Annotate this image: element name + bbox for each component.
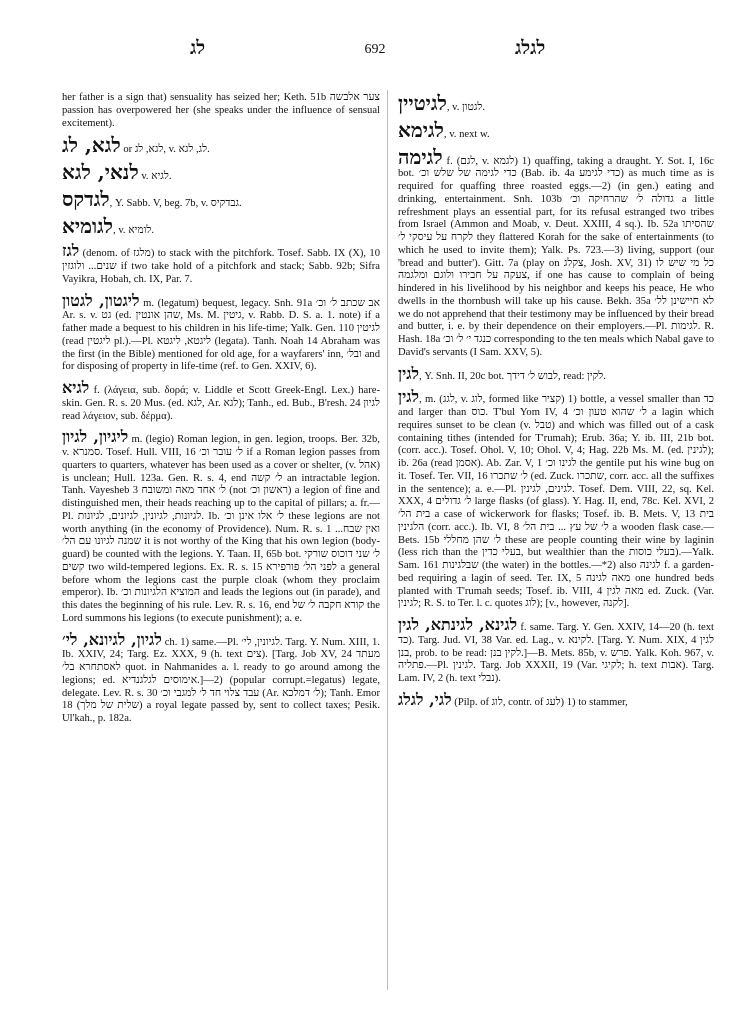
entry-headword: לגומיא (62, 213, 114, 238)
entry-definition: f. (λάγεια, sub. δορά; v. Liddle et Scott Greek-Engl. Lex.) hare-skin. Gen. R. s. 20 Mus. (ed. לגא, Ar. לגא); Tanh., ed. Bub., B'resh. 24 לגיון read λάγειον, sub. δέρμα). (62, 385, 381, 422)
dictionary-entry (398, 690, 714, 710)
dictionary-entry (62, 378, 380, 423)
entry-headword: לגא, לג (62, 133, 121, 158)
dictionary-entry (398, 119, 714, 142)
dictionary-entry (62, 630, 380, 726)
left-guide-word: לג (190, 38, 206, 59)
entry-headword: לנאי, לגא (62, 160, 139, 184)
entry-definition: or לגא, לג, v. לג, לגא. (120, 144, 210, 156)
dictionary-entry (62, 161, 380, 184)
entry-definition: , v. לגטון. (446, 102, 485, 113)
dictionary-entry (62, 134, 380, 157)
dictionary-entry (398, 146, 714, 360)
dictionary-entry (398, 615, 714, 686)
entry-definition: m. (legatum) bequest, legacy. Snh. 91a אב שכתב ל׳ וכ׳ Ar. s. v. גט (ed. שהן אונטין, Ms. M. גיטין, v. Rabb. D. S. a. 1. note) if a father made a bequest to his children in his life-time; Yalk. Gen. 110 לגיטין (read ליגטין pl.).—Pl. ליגטא, ליגטא (legata). Tanh. Noah 14 Abraham was the first (in the Bible) mentioned for old age, for a wayfarers' inn, ובל׳ and for disposing of property in life-time (ref. to Gen. XXIV, 6). (62, 297, 381, 373)
entry-headword: לגי, לגלג (398, 689, 452, 709)
entry-definition: (Pilp. of לוג, contr. of לעג) 1) to stammer, (451, 696, 628, 708)
entry-definition: m. (legio) Roman legion, in gen. legion, troops. Ber. 32b, v. סמנרא. Tosef. Hull. VIII, 16 ל׳ עובר וכ׳ if a Roman legion passes from quarters to quarters, whatever has been used as a cover or shelter, (v. אהל) is unclean; Hull. 123a. Gen. R. s. 4, end ל׳ קשה an intractable legion. Tanh. Vayesheb 3 ל׳ אחד מאה ומשובח (not ראשון וכ׳) a legion of fine and distinguished men, their heads reaching up to the capital of pillars; a. fr.—Pl. לגיונות, לגיונין, לגיונים, לגיונות. Ib. ל׳ אלו אינן וכ׳ these legions are not worth anything (in the economy of Providence). Num. R. s. 1 ואין שבח... שמנה לגיונו עם הל׳ it is not worthy of the King that his own legion (body-guard) be counted with the legions. Y. Taan. II, 65b bot. ל׳ שני דוכוס שורקי קשים two wild-tempered legions. Ex. R. s. 15 לפני הל׳ פורפירא a general before whom the legions cast the purple cloak (whom they proclaim emperor). Ib. המוציא הלגיונות וכ׳ and leads the legions out (in parade), and this dates the beginning of his rule. Lev. R. s. 16, end קורא חקבה ל׳ של the Lord summons his legions (to execute punishment); a. e. (62, 434, 380, 624)
entry-headword: לגינא, לגינתא, לגין (398, 615, 518, 634)
entry-headword: ליגטון, לגטון (62, 290, 140, 310)
dictionary-entry (62, 188, 380, 211)
dictionary-entry (62, 427, 380, 625)
page-header (0, 38, 750, 68)
entry-definition: (denom. of מלגז) to stack with the pitchfork. Tosef. Sabb. IX (X), 10 שנים... ולוגזין if two take hold of a pitchfork and stack; Sabb. 92b; Sifra Vayikra, Hobah, ch. IX, Par. 7. (62, 248, 381, 285)
column-divider (387, 90, 388, 990)
dictionary-entry (398, 387, 714, 611)
dictionary-entry (62, 241, 380, 286)
right-guide-word: לגלג (515, 38, 546, 59)
left-column (62, 92, 380, 730)
entry-headword: לגין (398, 387, 420, 407)
entry-definition: v. לגיא. (138, 171, 172, 182)
entry-headword: לגין (398, 363, 420, 383)
entry-headword: ליגיון, לגיון (62, 427, 129, 447)
right-column (398, 92, 714, 714)
entry-definition: , Y. Sabb. V, beg. 7b, v. גבדקיס. (109, 197, 242, 209)
entry-definition: f. (לגם, v. לגמא) 1) quaffing, taking a draught. Y. Sot. I, 16c bot. כדי לגימה של שלש וכ׳ (Bab. ib. 4a כדי לגימע) as much time as is required for quaffing three roasted eggs.—2) (in gen.) eating and drinking, entertainment. Snh. 103b גדולה ל׳ שהרחיקה וכ׳ a little refreshment plays an essential part, for its refusal estranged two tribes from Israel (Ammon and Moab, v. Deut. XXIII, 4 sq.). Ib. 52a שהסיתו לקרח על עיסקי ל׳ they flattered Korah for the sake of entertainments (to which he used to invite them); Yalk. Ps. 723.—3) living, support (our 'bread and butter'). Gitt. 7a (play on צקלג, Josh. XV, 31) כל מי שיש לו צעקה על חבירו ולוגם ומלגמה, if one has cause to complain of being hindered in his livelihood by his neighbor and keeps his peace, He who dwells in the thornbush will take up his cause. Bekh. 35a לא חיישינן לל׳ we do not apprehend that their testimony may be influenced by their bread and butter, i. e. by their dependence on their employers.—Pl. לגימות. R. Hash. 18a כנגד י׳ ל׳ וכ׳ corresponding to the ten meals which Nabal gave to David's servants (I Sam. XXV, 5). (398, 155, 714, 358)
entry-definition: , Y. Snh. II, 20c bot. לבוש ל׳ דידך, read: לקין. (419, 370, 606, 382)
entry-definition: , v. next w. (443, 128, 490, 140)
entry-headword: לגז (62, 241, 80, 261)
entry-headword: לגיא (62, 378, 90, 397)
entry-definition: f. same. Targ. Y. Gen. XXIV, 14—20 (h. text כד). Targ. Jud. VI, 38 Var. ed. Lag., v. לקינא. [Targ. Y. Num. XIX, 4 לגין בנן, prob. to be read: לקין בנן.]—B. Mets. 85b, v. פרש. Yalk. Koh. 967, v. פתליה.—Pl. לגינין. Targ. Job XXXII, 19 (Var. לקיגי; h. text אבות). Targ. Lam. IV, 2 (h. text נבלי). (398, 622, 714, 684)
entry-headword: לגימא (398, 117, 444, 142)
page-number: 692 (364, 42, 386, 57)
dictionary-entry (398, 92, 714, 115)
continued-text: her father is a sign that) sensuality has seized her; Keth. 51b צער אלבשה passion has overpowered her (she speaks under the influence of sensual excitement). (62, 92, 380, 129)
entry-definition: ch. 1) same.—Pl. לגיונין, לי׳. Targ. Y. Num. XIII, 1. Ib. XXIV, 24; Targ. Ez. XXX, 9 (h. text צים). [Targ. Job XV, 24 מעתד לאסתחרא בל׳ quot. in Nahmanides a. l. ready to go around among the legions; ed. אימוסים לגלגנדיא.]—2) (popular corrupt.=legatus) legate, delegate. Lev. R. s. 30 עבד צלוי חד ל׳ למגבי וכ׳ (Ar. ל׳ דמלכא); Tanh. Emor 18 (שלית של מלך) a royal legate passed by, sent to collect taxes; Pesik. Ul'kah., p. 182a. (62, 636, 380, 724)
entry-definition: , m. (לגג, v. לוג, formed like קציר) 1) bottle, a vessel smaller than כד and larger than כוס. T'bul Yom IV, 4 ל׳ שהוא טעון וכ׳ a lagin which requires sunset to be clean (v. טבל) and which was filled out of a cask containing tithes (intended for T'rumah); Erub. 36a; Y. ib. III, 21b bot. (corr. acc.). Tosef. Ohol. V, 10; Ohol. V, 4; Hag. 22b Ms. M. (ed. לגינין); ib. 26a (read אסמן). Ab. Zar. V, 1 לגינו וכ׳ the gentile put his wine bug on it. Tosef. Ter. VII, 16 ל׳ שתכרו (ed. Zuck. שתכרו, corr. acc. all the suffixes in the sentence); a. e.—Pl. לגינים, לגינין. Tosef. Dem. VIII, 22, sq. Kel. XXX, 4 ל׳ גדולים large flasks (of glass). Y. Hag. II, end, 78c. Kel. XVI, 2 בית הל׳ a case of wickerwork for flasks; Tosef. ib. B. Mets. V, 13 בית הלגינין (corr. acc.). Ib. VI, 8 ל׳ של עץ ... בית הל׳ a wooden flask case.—Bets. 15b ל׳ שהן מחללי these are people counting their wine by laginin (less rich than the בעלי כדין, but wealthier than the בעלי כוסות).—Yalk. Sam. 161 שבלגינות (the water) in the bottles.—*2) also לגינה f. a garden-bed requiring a lagin of seed. Ter. IX, 5 מאה לגינה one hundred beds planted with T'rumah seeds; Tosef. ib. VIII, 4 מאה לגין ed. Zuck. (Var. לגינין; R. S. to Ter. l. c. quotes לוג); [v., however, לקנה]. (398, 394, 715, 610)
entry-headword: לגימה (398, 144, 443, 169)
entry-definition: , v. לומיא. (113, 224, 154, 236)
entry-headword: לגיון, לגיונא, לי׳ (62, 629, 162, 649)
entry-headword: לגיטיין (398, 91, 447, 115)
dictionary-entry (62, 215, 380, 238)
dictionary-entry (398, 364, 714, 384)
entry-headword: לגדקס (62, 186, 110, 211)
dictionary-entry (62, 291, 380, 375)
